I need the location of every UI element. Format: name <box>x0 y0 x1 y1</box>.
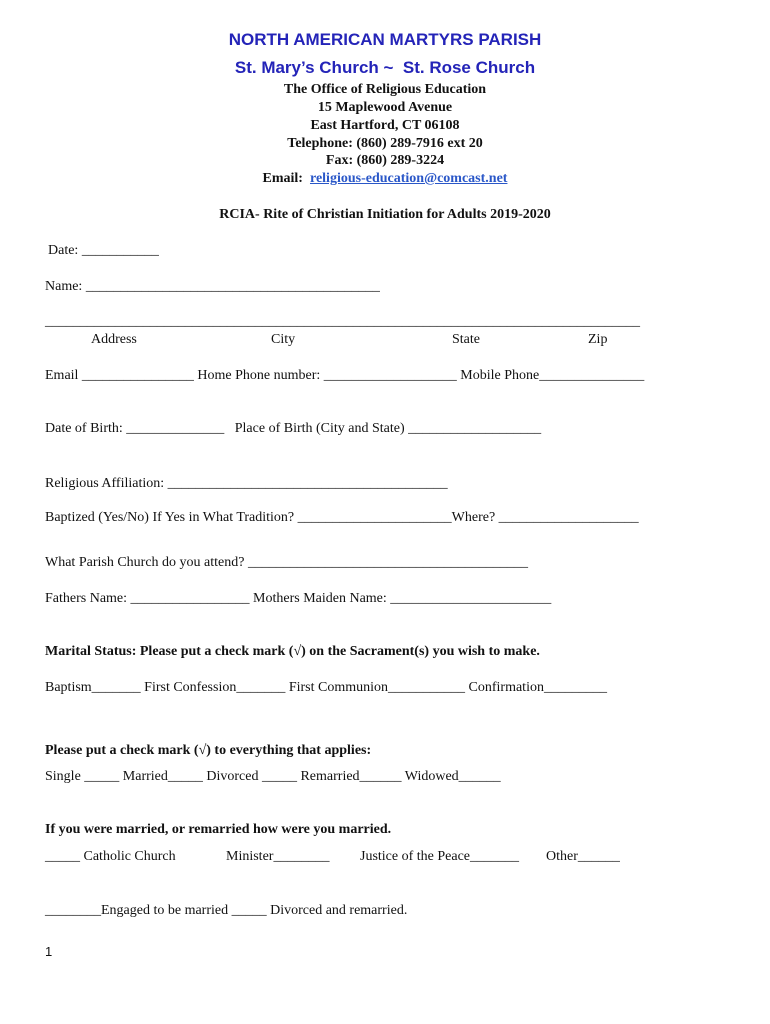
email-label: Email: <box>262 171 303 186</box>
telephone: Telephone: (860) 289-7916 ext 20 <box>287 136 483 151</box>
justice-of-peace-option[interactable]: Justice of the Peace_______ <box>360 849 520 864</box>
applies-heading: Please put a check mark (√) to everything that applies: <box>45 743 372 758</box>
state-label: State <box>452 332 480 347</box>
other-option[interactable]: Other______ <box>546 849 620 864</box>
parents-fields[interactable]: Fathers Name: _________________ Mothers Maiden Name: _______________________ <box>45 591 552 606</box>
date-field[interactable]: Date: ___________ <box>48 243 159 258</box>
name-field[interactable]: Name: __________________________________________ <box>45 279 380 294</box>
status-options[interactable]: Single _____ Married_____ Divorced _____ Remarried______ Widowed______ <box>45 769 501 784</box>
minister-option[interactable]: Minister________ <box>226 849 330 864</box>
street-address: 15 Maplewood Avenue <box>317 100 453 115</box>
contact-fields[interactable]: Email ________________ Home Phone number: ___________________ Mobile Phone_______________ <box>45 368 645 383</box>
email-row <box>0 171 770 187</box>
parish-name: NORTH AMERICAN MARTYRS PARISH <box>228 30 542 49</box>
city-label: City <box>271 332 296 347</box>
married-heading: If you were married, or remarried how were you married. <box>45 822 392 837</box>
parish-attend-field[interactable]: What Parish Church do you attend? ________________________________________ <box>45 555 528 570</box>
office-name: The Office of Religious Education <box>283 82 487 97</box>
zip-label: Zip <box>588 332 608 347</box>
address-label: Address <box>91 332 137 347</box>
marital-status-heading: Marital Status: Please put a check mark (√) on the Sacrament(s) you wish to make. <box>45 644 540 659</box>
address-line[interactable]: _____________________________________________________________________________________ <box>45 314 640 329</box>
page-number: 1 <box>45 944 53 959</box>
engaged-options[interactable]: ________Engaged to be married _____ Divorced and remarried. <box>45 903 408 918</box>
churches-name: St. Mary’s Church ~ St. Rose Church <box>234 58 536 77</box>
birth-fields[interactable]: Date of Birth: ______________ Place of Birth (City and State) ___________________ <box>45 421 542 436</box>
catholic-church-option[interactable]: _____ Catholic Church <box>45 849 176 864</box>
fax: Fax: (860) 289-3224 <box>325 153 445 168</box>
email-link[interactable]: religious-education@comcast.net <box>309 171 508 186</box>
baptized-field[interactable]: Baptized (Yes/No) If Yes in What Tradition? ______________________Where? ____________________ <box>45 510 639 525</box>
form-title: RCIA- Rite of Christian Initiation for Adults 2019-2020 <box>219 207 551 222</box>
city-state-zip: East Hartford, CT 06108 <box>310 118 460 133</box>
sacraments-options[interactable]: Baptism_______ First Confession_______ First Communion___________ Confirmation_________ <box>45 680 607 695</box>
religious-affiliation-field[interactable]: Religious Affiliation: ________________________________________ <box>45 476 448 491</box>
